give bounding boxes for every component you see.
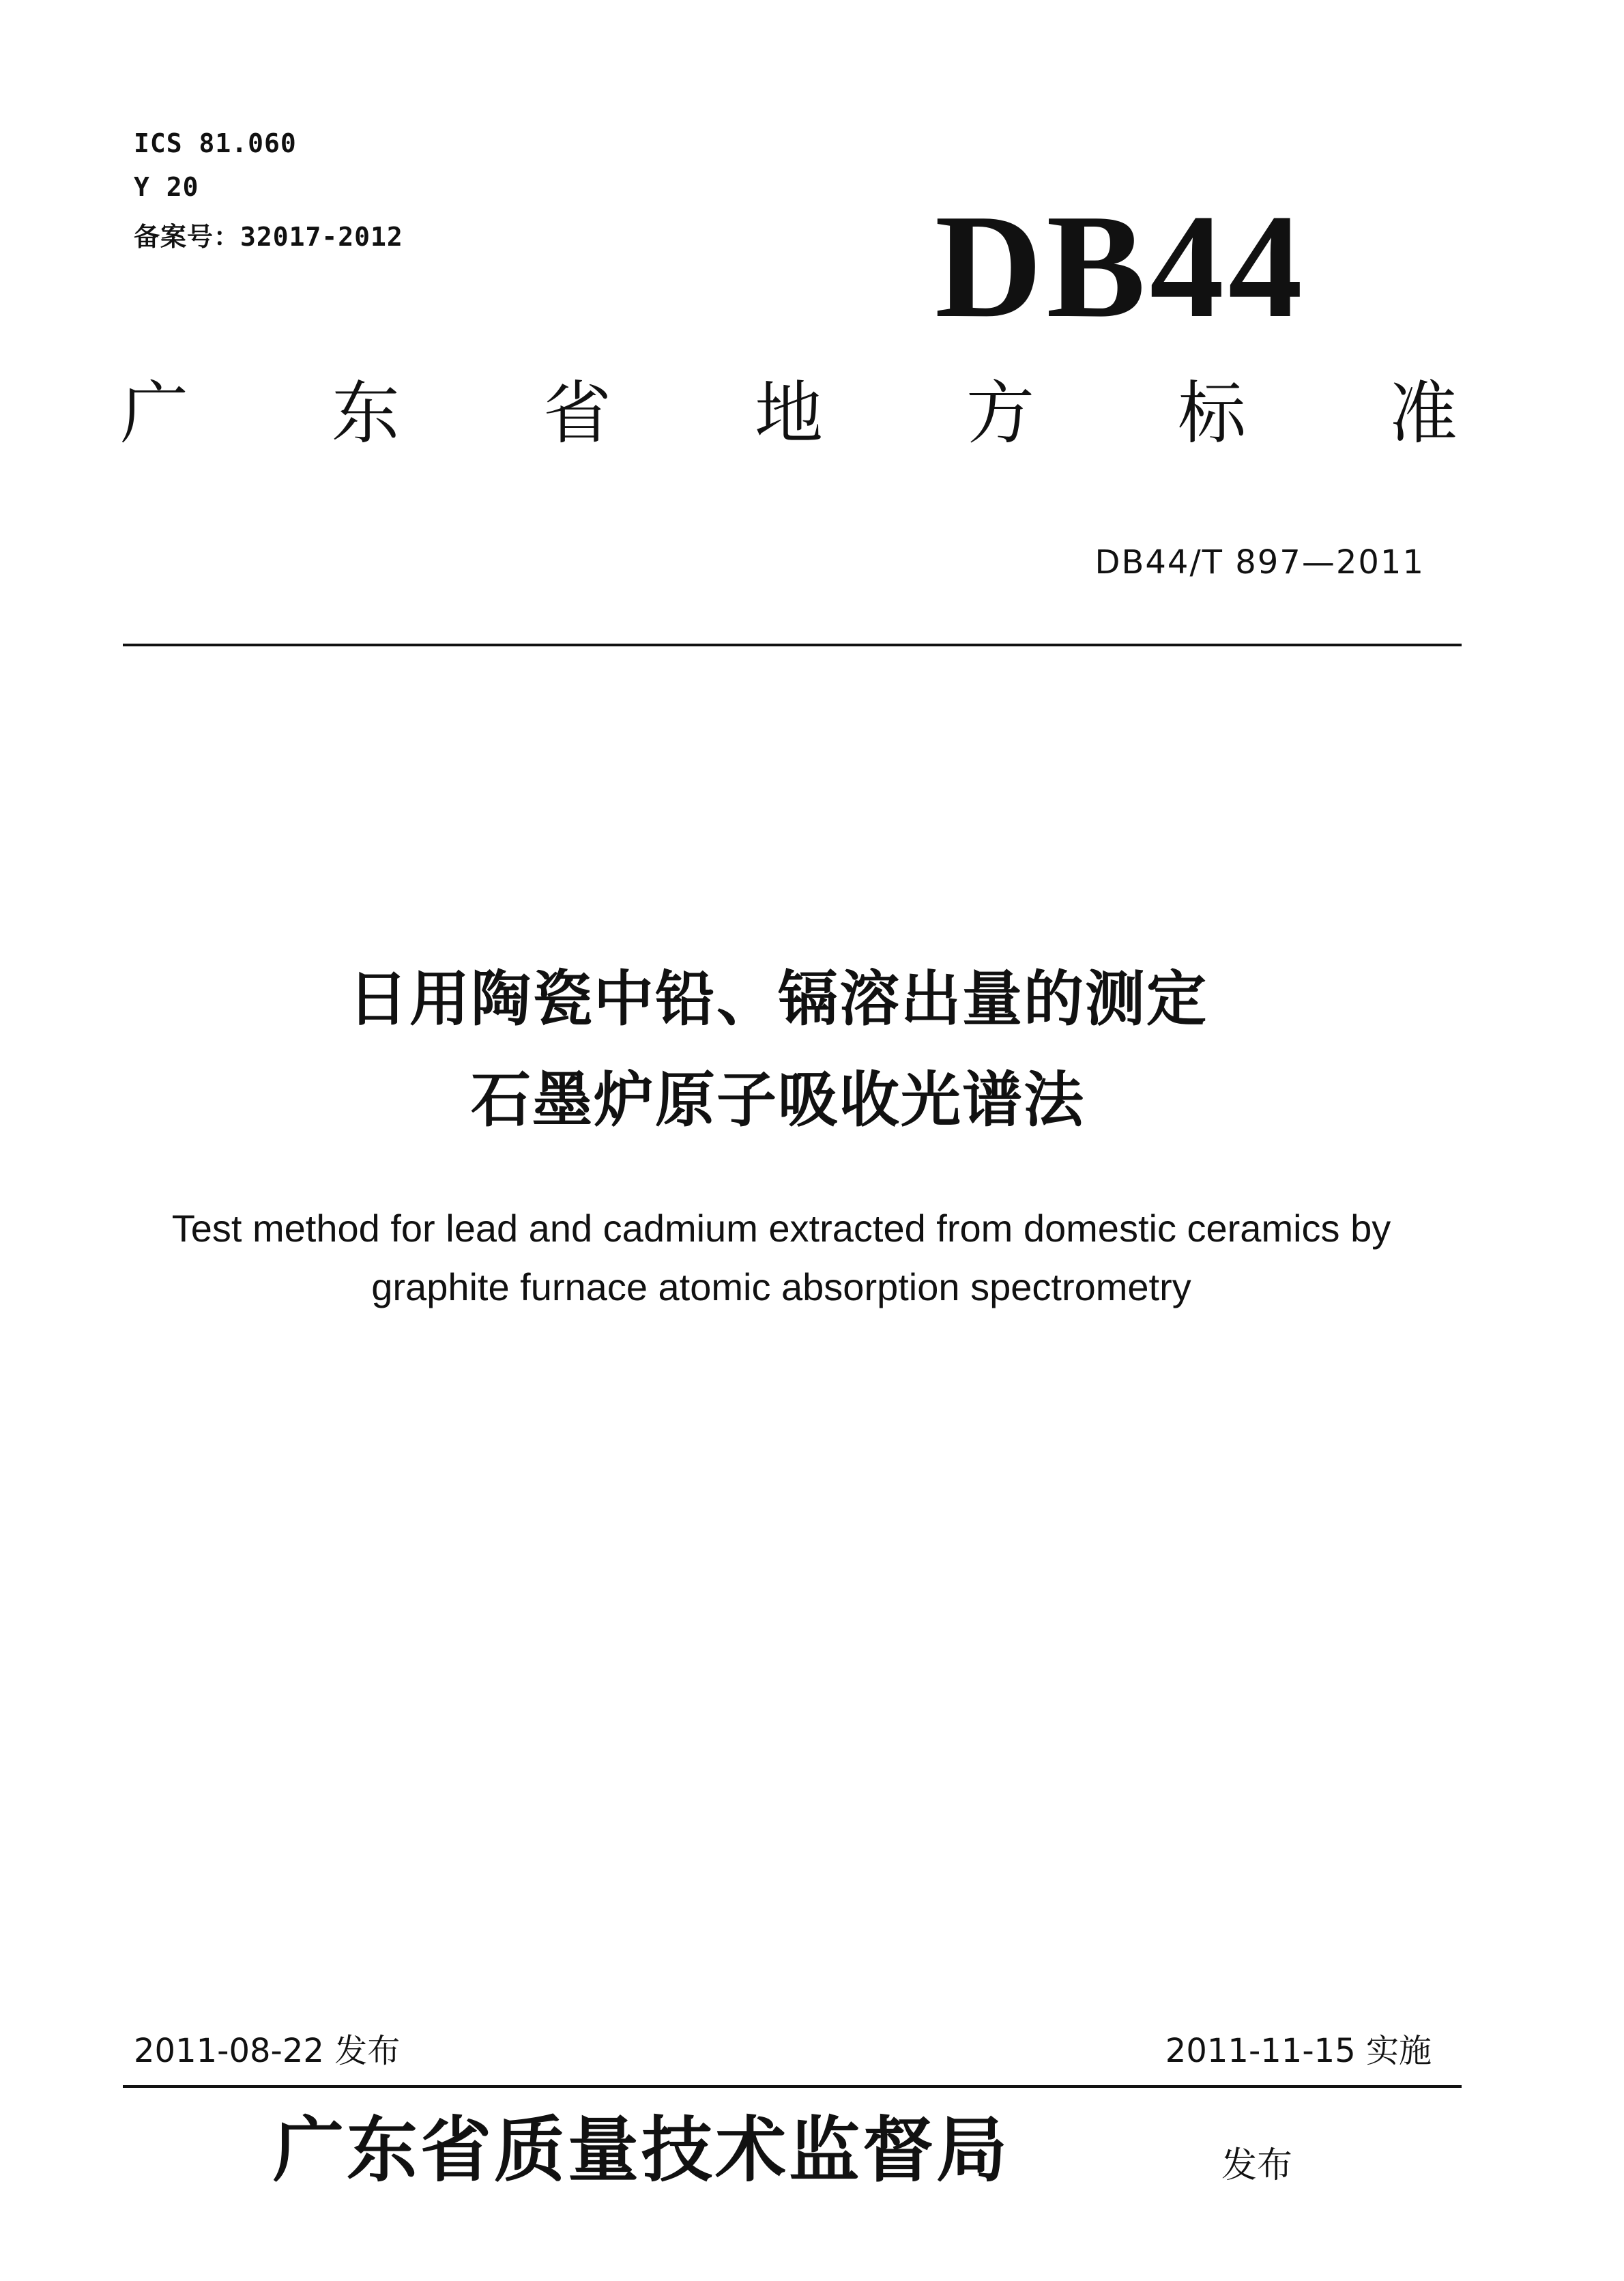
standard-type-char: 省 — [543, 373, 611, 453]
standard-number: DB44/T 897—2011 — [1094, 543, 1425, 582]
standard-type-char: 地 — [755, 373, 823, 453]
top-divider — [123, 644, 1462, 646]
issue-date: 2011-08-22 发布 — [134, 2032, 401, 2070]
title-cn-line1: 日用陶瓷中铅、镉溶出量的测定 — [347, 964, 1208, 1034]
bottom-divider — [123, 2085, 1462, 2088]
standard-type-char: 准 — [1389, 373, 1458, 453]
title-en-line1: Test method for lead and cadmium extracted from domestic ceramics by — [171, 1207, 1391, 1250]
ccs-code: Y 20 — [134, 172, 199, 202]
standard-type-char: 方 — [966, 373, 1034, 453]
title-cn-line2: 石墨炉原子吸收光谱法 — [470, 1065, 1085, 1135]
standard-mark: DB44 — [935, 184, 1307, 349]
standard-type-char: 广 — [120, 373, 188, 453]
title-en-line2: graphite furnace atomic absorption spectrometry — [371, 1265, 1191, 1308]
issuing-authority: 广东省质量技术监督局 — [273, 2108, 1011, 2192]
standard-type-char: 标 — [1178, 373, 1246, 453]
implementation-date: 2011-11-15 实施 — [1165, 2032, 1432, 2070]
ics-code: ICS 81.060 — [134, 128, 297, 158]
filing-number: 备案号：32017-2012 — [134, 222, 403, 252]
issuing-action: 发布 — [1221, 2145, 1293, 2186]
standard-type-heading — [120, 373, 1458, 453]
standard-type-char: 东 — [332, 373, 400, 453]
